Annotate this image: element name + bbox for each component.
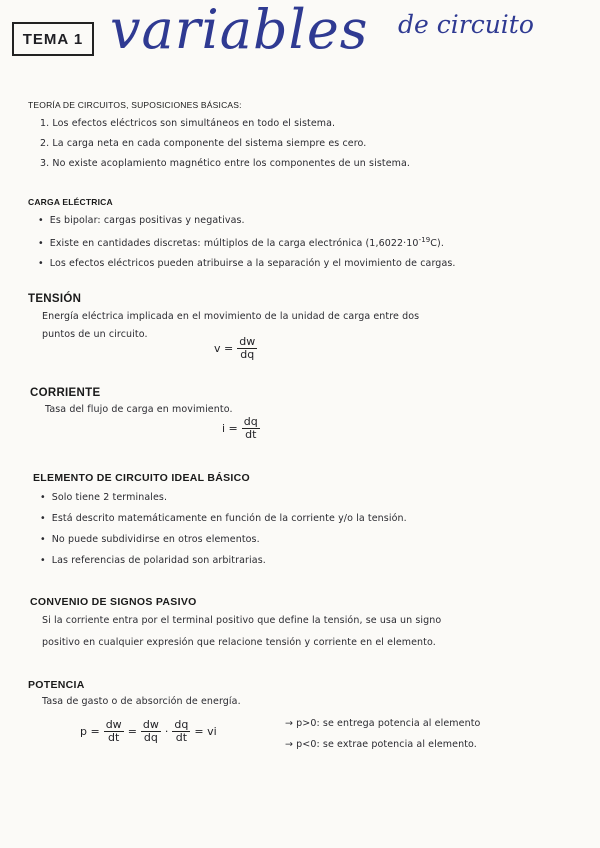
carga-item-1: • Es bipolar: cargas positivas y negativas. [38, 215, 245, 226]
potencia-fraction-3 [172, 719, 190, 743]
corriente-formula [222, 416, 260, 440]
corriente-heading: CORRIENTE [30, 387, 101, 399]
elemento-item-2: • Está descrito matemáticamente en función de la corriente y/o la tensión. [40, 513, 407, 524]
potencia-note-positive: → p>0: se entrega potencia al elemento [285, 718, 481, 729]
teoria-item-2: 2. La carga neta en cada componente del sistema siempre es cero. [40, 138, 367, 149]
carga-exponent: -19 [418, 236, 431, 244]
convenio-text-2: positivo en cualquier expresión que relacione tensión y corriente en el elemento. [42, 637, 436, 648]
corriente-lhs: i = [222, 421, 238, 435]
tension-lhs: v = [214, 341, 234, 355]
potencia-equals: = [127, 724, 137, 738]
fraction-3-denominator: dt [175, 730, 188, 744]
page-subtitle: de circuito [398, 10, 534, 39]
corriente-text: Tasa del flujo de carga en movimiento. [45, 404, 233, 415]
potencia-fraction-2 [141, 719, 161, 743]
corriente-denominator: dt [245, 427, 257, 441]
potencia-dot: · [164, 724, 169, 738]
tension-numerator: dw [239, 335, 256, 348]
fraction-2-numerator: dw [142, 718, 159, 731]
elemento-item-1: • Solo tiene 2 terminales. [40, 492, 167, 503]
elemento-item-3: • No puede subdividirse en otros elementos. [40, 534, 260, 545]
elemento-heading: ELEMENTO DE CIRCUITO IDEAL BÁSICO [33, 472, 251, 484]
convenio-heading: CONVENIO DE SIGNOS PASIVO [30, 596, 197, 608]
teoria-heading: TEORÍA DE CIRCUITOS, SUPOSICIONES BÁSICAS: [28, 100, 242, 110]
potencia-text: Tasa de gasto o de absorción de energía. [42, 696, 241, 707]
tension-text-2: puntos de un circuito. [42, 329, 148, 340]
carga-heading: CARGA ELÉCTRICA [28, 197, 113, 207]
tension-heading: TENSIÓN [28, 293, 82, 305]
fraction-2-denominator: dq [143, 730, 158, 744]
teoria-item-1: 1. Los efectos eléctricos son simultáneos en todo el sistema. [40, 118, 336, 129]
potencia-lhs: p = [80, 724, 100, 738]
tension-formula [214, 336, 257, 360]
tension-denominator: dq [240, 347, 255, 361]
corriente-fraction [242, 416, 260, 440]
fraction-1-numerator: dw [105, 718, 122, 731]
carga-item-2 [38, 236, 444, 249]
convenio-text-1: Si la corriente entra por el terminal positivo que define la tensión, se usa un signo [42, 615, 442, 626]
elemento-item-4: • Las referencias de polaridad son arbitrarias. [40, 555, 266, 566]
tension-text-1: Energía eléctrica implicada en el movimiento de la unidad de carga entre dos [42, 311, 420, 322]
tema-label: TEMA 1 [12, 22, 94, 56]
tension-fraction [237, 336, 257, 360]
teoria-item-3: 3. No existe acoplamiento magnético entre los componentes de un sistema. [40, 158, 411, 169]
carga-item-2-text: • Existe en cantidades discretas: múltiplos de la carga electrónica (1,6022·10 [38, 238, 419, 249]
potencia-note-negative: → p<0: se extrae potencia al elemento. [285, 739, 477, 750]
page-title: variables [110, 0, 369, 61]
fraction-1-denominator: dt [108, 730, 120, 744]
potencia-formula [80, 719, 217, 743]
carga-item-3: • Los efectos eléctricos pueden atribuirse a la separación y el movimiento de cargas. [38, 258, 456, 269]
carga-unit: C). [430, 238, 444, 250]
potencia-fraction-1 [104, 719, 124, 743]
potencia-result: = vi [194, 724, 217, 738]
corriente-numerator: dq [243, 415, 258, 428]
potencia-heading: POTENCIA [28, 679, 85, 691]
fraction-3-numerator: dq [174, 718, 189, 731]
